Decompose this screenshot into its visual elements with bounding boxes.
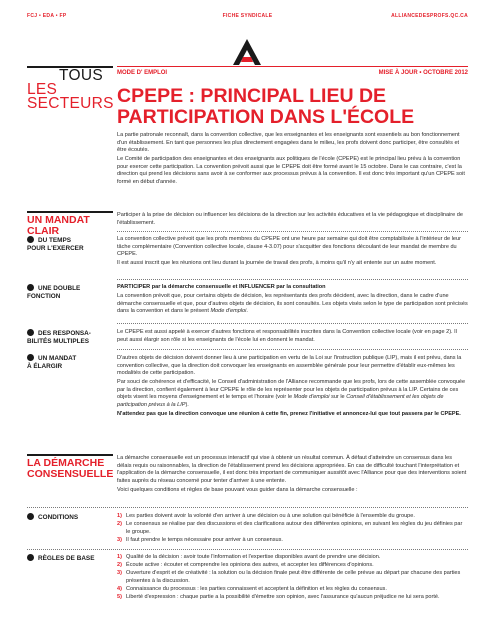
double-text: La convention prévoit que, pour certains objets de décision, les représentants des profs décident, avec la direction, dans le cadre d'une démarche consensuelle et que, pour d'autres objets de décision, ils sont consultés. Les objets visés selon le type de participation sont précisés dans la convention et dans le présent xyxy=(117,293,468,315)
mode-label: MODE D' EMPLOI xyxy=(117,70,168,76)
bullet-icon xyxy=(27,236,34,243)
conditions-list xyxy=(117,513,468,545)
list-item xyxy=(117,594,468,602)
conditions-label-text: CONDITIONS xyxy=(38,514,79,521)
title-line-1: CPEPE : PRINCIPAL LIEU DE xyxy=(117,85,387,107)
elargir-paragraph-2 xyxy=(117,379,468,409)
bullet-icon xyxy=(27,354,34,361)
website-link[interactable]: ALLIANCEDESPROFS.QC.CA xyxy=(391,13,468,19)
regles-list xyxy=(117,554,468,602)
list-item xyxy=(117,537,468,545)
item-text: Le consensus se réalise par des discussions et des clarifications autour des différentes opinions, en suivant les règles du jeu définies par le groupe. xyxy=(126,521,463,535)
list-item xyxy=(117,513,468,521)
label-conditions xyxy=(27,513,113,522)
brand-line-1: TOUS xyxy=(59,67,103,84)
mandat-intro-text: Participer à la prise de décision ou influencer les décisions de la direction sur les activités éducatives et la vie pédagogique et disciplinaire de l'établissement. xyxy=(117,212,463,226)
divider xyxy=(27,507,468,508)
double-bold-lead: PARTICIPER par la démarche consensuelle et INFLUENCER par la consultation xyxy=(117,284,326,290)
demarche-paragraph-2: Voici quelques conditions et règles de base pouvant vous guider dans la démarche consensuelle : xyxy=(117,486,358,493)
divider xyxy=(117,279,468,280)
bullet-icon xyxy=(27,284,34,291)
list-item xyxy=(117,521,468,536)
item-number: 1) xyxy=(117,554,122,560)
item-text: Ouverture d'esprit et de créativité : la solution ou la décision finale peut être différente de celle prévue au départ par chacune des parties présentes à la discussion. xyxy=(126,570,461,584)
divider xyxy=(117,323,468,324)
divider xyxy=(27,549,468,550)
alliance-logo-icon xyxy=(232,38,262,68)
item-number: 5) xyxy=(117,593,122,600)
label-mandat-elargir xyxy=(27,354,113,371)
label-regles xyxy=(27,554,113,563)
brand-block xyxy=(27,66,113,111)
item-text: Connaissance du processus : les parties connaissent et acceptent la définition et les règles du consensus. xyxy=(126,585,387,592)
bullet-icon xyxy=(27,554,34,561)
item-number: 2) xyxy=(117,521,122,528)
list-item xyxy=(117,586,468,594)
label-elargir-line-2: À ÉLARGIR xyxy=(27,363,63,370)
label-temps-line-2: POUR L'EXERCER xyxy=(27,245,84,252)
item-number: 4) xyxy=(117,585,122,592)
demarche-heading-line-2: CONSENSUELLE xyxy=(27,467,114,480)
intro-paragraph-1: La partie patronale reconnaît, dans la convention collective, que les enseignantes et les enseignants sont essentiels au bon fonctionnement d'un établissement. En tant que personnes les plus directement engagées dans le milieu, les profs doivent donc participer, être consultés et être écoutés. xyxy=(117,132,460,154)
intro-section xyxy=(117,132,468,188)
double-end: . xyxy=(246,308,248,315)
resp-content xyxy=(117,329,468,346)
intro-paragraph-2: Le Comité de participation des enseignantes et des enseignants aux politiques de l'école (CPEPE) est le principal lieu prévu à la convention pour exercer cette participation. La convention prévoit aussi que le CPEPE doit être formé avant le 15 octobre. Dans le cas contraire, c'est la direction qui prend les décisions sans avoir à se conformer aux processus prévus à la convention. Il est donc très important qu'un CPEPE soit formé en début d'année. xyxy=(117,156,465,186)
double-italic-ref: Mode d'emploi xyxy=(210,308,247,315)
header-meta-row xyxy=(117,66,468,78)
sector-tags: FCJ • EDA • FP xyxy=(27,13,67,19)
divider xyxy=(117,349,468,350)
page-title xyxy=(117,86,477,128)
label-double-line-1: UNE DOUBLE xyxy=(38,285,81,292)
list-item xyxy=(117,554,468,562)
mandat-intro xyxy=(117,212,468,229)
update-label: MISE À JOUR • OCTOBRE 2012 xyxy=(378,70,468,76)
demarche-content xyxy=(117,455,468,496)
list-item xyxy=(117,562,468,570)
mandat-heading-line-2: CLAIR xyxy=(27,224,60,237)
item-number: 3) xyxy=(117,570,122,577)
list-item xyxy=(117,570,468,585)
item-number: 1) xyxy=(117,513,122,519)
label-responsabilites xyxy=(27,329,113,346)
elargir-italic-ref-2: Conseil d'établissement et les objets de participation prévus à la LIP xyxy=(117,394,444,409)
demarche-paragraph-1: La démarche consensuelle est un processus interactif qui vise à obtenir un résultat commun. À défaut d'atteindre un consensus dans les délais requis ou raisonnables, la direction de l'établissement prend les décisions appropriées. En cas de difficulté touchant l'interprétation et l'application de la démarche consensuelle, il est donc très important de communiquer aussitôt avec l'Alliance pour que des interventions soient faites auprès du réseau concerné pour tenter d'arriver à une entente. xyxy=(117,455,467,484)
label-resp-line-2: BILITÉS MULTIPLES xyxy=(27,338,90,345)
item-text: Les parties doivent avoir la volonté d'en arriver à une décision ou à une solution qui bénéficie à l'ensemble du groupe. xyxy=(126,513,415,519)
regles-label-text: RÈGLES DE BASE xyxy=(38,555,95,562)
section-heading-demarche xyxy=(27,454,113,479)
demarche-heading-line-1: LA DÉMARCHE xyxy=(27,457,105,469)
bullet-icon xyxy=(27,329,34,336)
label-elargir-line-1: UN MANDAT xyxy=(38,355,77,362)
brand-line-3: SECTEURS xyxy=(27,95,114,112)
item-text: Liberté d'expression : chaque partie a la possibilité d'émettre son opinion, avec l'assurance qu'aucun préjudice ne lui sera porté. xyxy=(126,593,440,600)
mandat-heading-line-1: UN MANDAT xyxy=(27,214,90,226)
elargir-text-c: ). xyxy=(185,402,189,409)
double-paragraph xyxy=(117,293,468,316)
item-number: 3) xyxy=(117,536,122,543)
double-content xyxy=(117,284,468,317)
resp-paragraph: Le CPEPE est aussi appelé à exercer d'autres fonctions et responsabilités inscrites dans la Convention collective locale (voir en page 2). Il peut aussi élargir son rôle si les enseignants de l'école lui en donnent le mandat. xyxy=(117,329,457,343)
bullet-icon xyxy=(27,513,34,520)
item-number: 2) xyxy=(117,562,122,569)
item-text: Il faut prendre le temps nécessaire pour arriver à un consensus. xyxy=(126,536,283,543)
label-du-temps xyxy=(27,236,113,253)
elargir-text-a: Par souci de cohérence et d'efficacité, le Conseil d'administration de l'Alliance recommande que les profs, lors de cette assemblée convoquée par la direction, confient également à leur CPEPE le rôle de les représenter pour les objets de participation prévus à la LIP. Certains de ces objets visent les moyens d'enseignement et le temps et l'horaire (voir le xyxy=(117,379,466,401)
elargir-text-b: sur le xyxy=(329,394,347,401)
title-line-2: PARTICIPATION DANS L'ÉCOLE xyxy=(117,106,415,128)
top-bar xyxy=(27,13,468,23)
label-resp-line-1: DES RESPONSA- xyxy=(38,330,91,337)
temps-content xyxy=(117,236,468,269)
brand-line-2: LES xyxy=(27,81,58,98)
item-text: Qualité de la décision : avoir toute l'information et l'expertise disponibles avant de prendre une décision. xyxy=(126,554,381,560)
temps-paragraph-1: La convention collective prévoit que les profs membres du CPEPE ont une heure par semaine qui doit être comptabilisée à l'intérieur de leur tâche complémentaire (Convention collective locale, clause 4-3.07) pour s'acquitter des fonctions découlant de leur mandat de membre du CPEPE. xyxy=(117,236,461,258)
label-double-fonction xyxy=(27,284,113,301)
label-double-line-2: FONCTION xyxy=(27,293,61,300)
elargir-paragraph-1: D'autres objets de décision doivent donner lieu à une participation en vertu de la Loi sur l'instruction publique (LIP), mais il est prévu, dans la convention collective, que la direction doit convoquer les enseignants en assemblée générale pour leur permettre d'établir eux-mêmes les modalités de cette participation. xyxy=(117,355,462,377)
elargir-italic-ref: Mode d'emploi xyxy=(293,394,330,401)
document-type: FICHE SYNDICALE xyxy=(222,13,273,19)
temps-paragraph-2: Il est aussi inscrit que les réunions ont lieu durant la journée de travail des profs, à moins qu'il n'y ait entente sur un autre moment. xyxy=(117,260,437,267)
section-heading-mandat xyxy=(27,211,113,236)
elargir-bold-callout: N'attendez pas que la direction convoque une réunion à cette fin, prenez l'initiative et annoncez-lui que tout passera par le CPEPE. xyxy=(117,411,461,418)
elargir-content xyxy=(117,355,468,420)
item-text: Écoute active : écouter et comprendre les opinions des autres, et accepter les différences d'opinions. xyxy=(126,562,374,569)
label-temps-line-1: DU TEMPS xyxy=(38,237,72,244)
divider xyxy=(117,231,468,232)
